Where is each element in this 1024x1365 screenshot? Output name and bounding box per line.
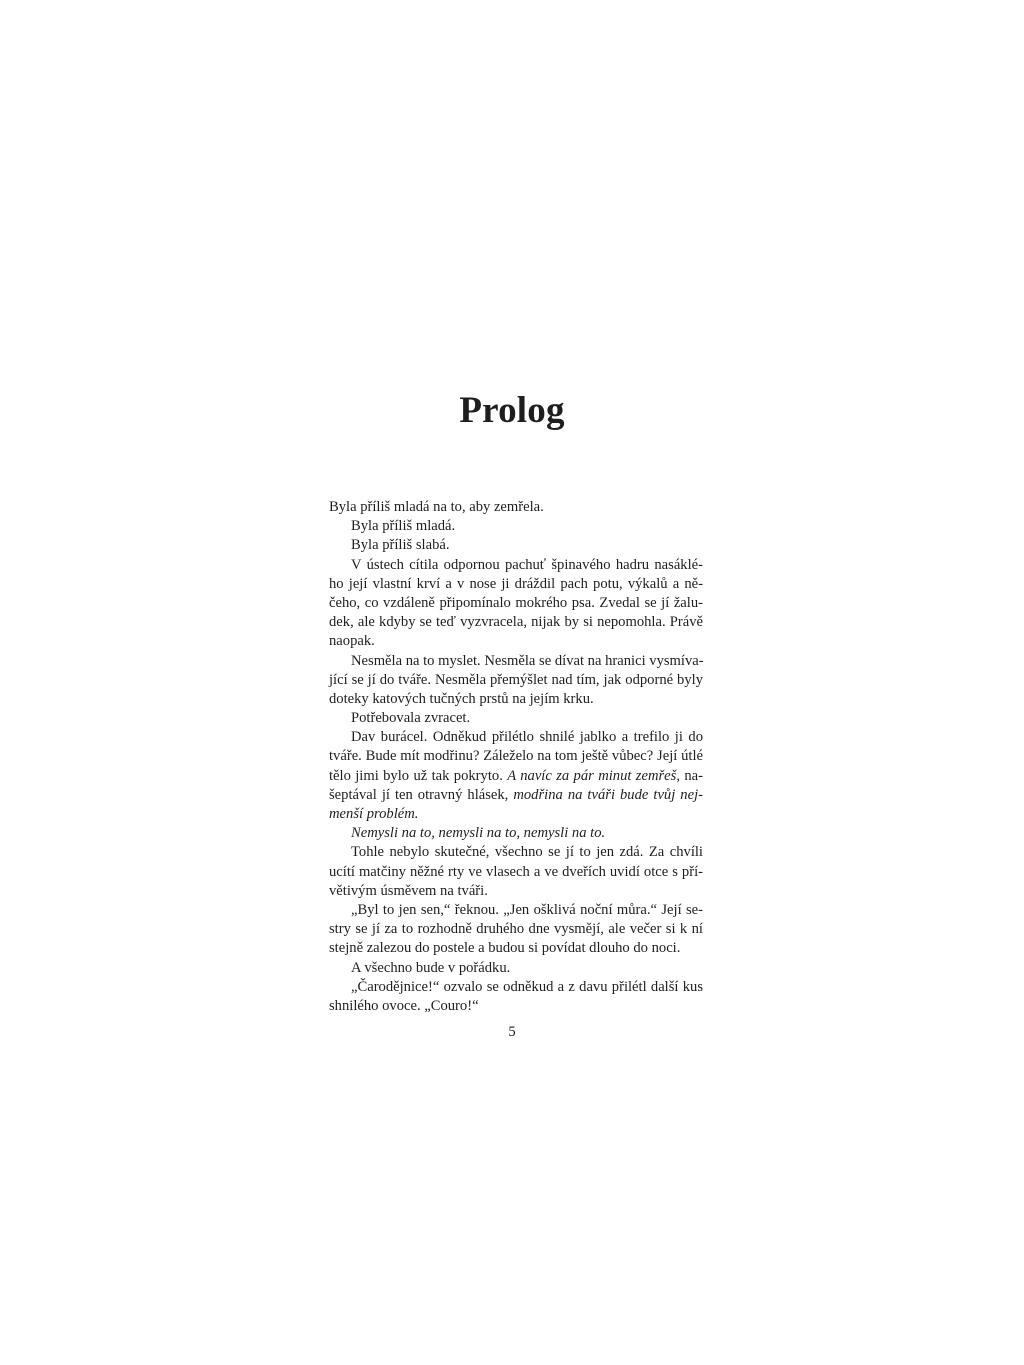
text-line: ho její vlastní krví a v nose ji dráždil pach potu, výkalů a ně- xyxy=(329,575,703,592)
text-line: menší problém. xyxy=(329,806,419,822)
text-line xyxy=(329,767,703,786)
text-line: „Čarodějnice!“ ozvalo se odněkud a z davu přilétl další kus xyxy=(351,978,703,995)
text-line: ucítí matčiny něžné rty ve vlasech a ve dveřích uvidí otce s pří- xyxy=(329,863,703,880)
text-line: větivým úsměvem na tváři. xyxy=(329,882,488,899)
text-line: stry se jí za to rozhodně druhého dne vysmějí, ale večer si k ní xyxy=(329,921,703,938)
text-line: Byla příliš mladá na to, aby zemřela. xyxy=(329,499,544,515)
body-text xyxy=(329,498,703,1016)
text-line: Nemysli na to, nemysli na to, nemysli na to. xyxy=(351,825,606,842)
text-line: Nesměla na to myslet. Nesměla se dívat na hranici vysmíva- xyxy=(351,652,704,669)
text-line: Byla příliš slabá. xyxy=(351,537,450,554)
italic-segment: A navíc za pár minut zemřeš xyxy=(507,767,677,784)
text-line: tváře. Bude mít modřinu? Záleželo na tom ještě vůbec? Její útlé xyxy=(329,748,703,765)
text-line xyxy=(329,786,703,805)
text-line: Tohle nebylo skutečné, všechno se jí to jen zdá. Za chvíli xyxy=(351,844,703,861)
page-number: 5 xyxy=(508,1024,516,1040)
text-line: shnilého ovoce. „Couro!“ xyxy=(329,997,479,1014)
text-line: A všechno bude v pořádku. xyxy=(351,959,511,976)
text-segment: , na- xyxy=(676,767,703,784)
chapter-title: Prolog xyxy=(459,390,565,431)
text-line: dek, ale kdyby se teď vyzvracela, nijak by si nepomohla. Právě xyxy=(329,614,703,631)
text-line: „Byl to jen sen,“ řeknou. „Jen ošklivá noční můra.“ Její se- xyxy=(351,901,703,918)
text-line: Dav burácel. Odněkud přilétlo shnilé jablko a trefilo ji do xyxy=(351,729,703,746)
text-segment: šeptával jí ten otravný hlásek, xyxy=(329,786,514,803)
text-line: čeho, co vzdáleně připomínalo mokrého psa. Zvedal se jí žalu- xyxy=(329,594,703,611)
text-line: Byla příliš mladá. xyxy=(351,518,456,535)
text-line: doteky katových tučných prstů na jejím krku. xyxy=(329,690,594,707)
text-segment: tělo jimi bylo už tak pokryto. xyxy=(329,767,508,784)
text-line: V ústech cítila odpornou pachuť špinavého hadru nasáklé- xyxy=(351,556,703,573)
text-line: jící se jí do tváře. Nesměla přemýšlet nad tím, jak odporné byly xyxy=(329,671,703,688)
text-line: naopak. xyxy=(329,633,375,650)
italic-segment: modřina na tváři bude tvůj nej- xyxy=(513,786,703,803)
text-line: Potřebovala zvracet. xyxy=(351,710,471,727)
text-line: stejně zalezou do postele a budou si povídat dlouho do noci. xyxy=(329,940,681,957)
